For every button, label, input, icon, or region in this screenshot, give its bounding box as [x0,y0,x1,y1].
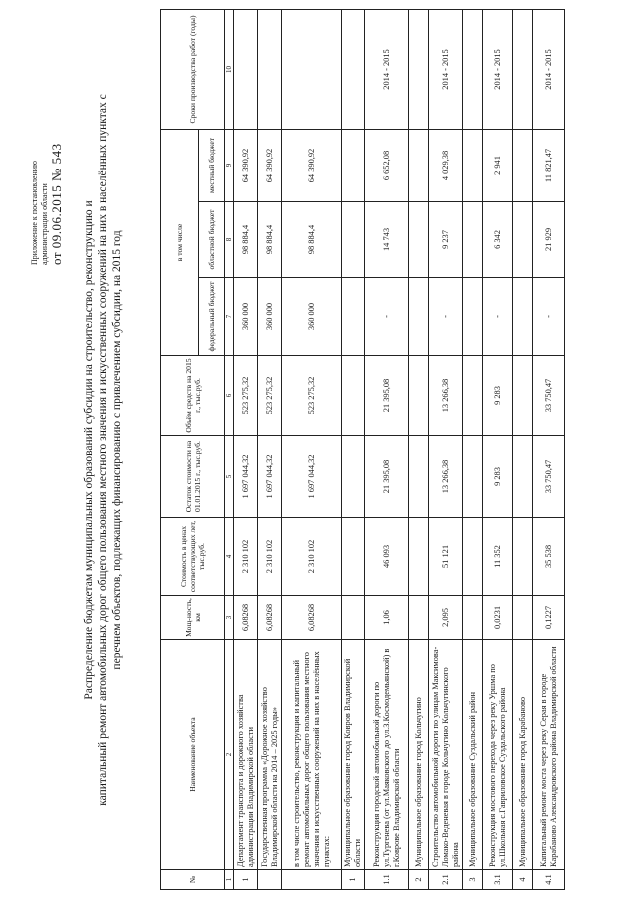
cell-remainder [513,436,533,518]
cell-federal: - [533,278,565,356]
colnum: 9 [225,129,234,201]
cell-no [282,870,342,890]
cell-volume: 33 750,47 [533,356,565,436]
cell-cost [463,518,483,596]
cell-cost: 2 310 102 [258,518,282,596]
cell-remainder: 9 283 [483,436,513,518]
cell-local [513,129,533,201]
cell-federal [409,278,429,356]
cell-name: Муниципальное образование город Кольчугино [409,640,429,870]
cell-remainder: 1 697 044,32 [234,436,258,518]
table-row [409,9,429,889]
cell-federal: 360 000 [282,278,342,356]
cell-cost [513,518,533,596]
cell-no: 3 [463,870,483,890]
header-volume: Объём средств на 2015 г., тыс.руб. [161,356,225,436]
cell-no: 4 [513,870,533,890]
cell-regional: 6 342 [483,202,513,278]
cell-terms [234,9,258,129]
cell-cost: 35 538 [533,518,565,596]
cell-local [463,129,483,201]
cell-regional: 21 929 [533,202,565,278]
cell-name: Реконструкция мостового перехода через реку Уршма по ул.Школьная с.Гавриловское Суздальского района [483,640,513,870]
cell-power: 1,06 [365,596,409,640]
cell-local [342,129,365,201]
document-title [82,35,124,865]
cell-regional [409,202,429,278]
table-row [365,9,409,889]
cell-terms [258,9,282,129]
cell-terms [513,9,533,129]
table-row [234,9,258,889]
cell-remainder: 33 750,47 [533,436,565,518]
table-row [258,9,282,889]
cell-power: 0,0231 [483,596,513,640]
header-remainder: Остаток стоимости на 01.01.2015 г., тыс.руб. [161,436,225,518]
colnum: 4 [225,518,234,596]
cell-local: 64 390,92 [258,129,282,201]
cell-regional: 98 884,4 [234,202,258,278]
cell-power: 6,08268 [282,596,342,640]
header-cost: Стоимость в ценах соответствующих лет, тыс.руб. [161,518,225,596]
colnum: 3 [225,596,234,640]
cell-volume [463,356,483,436]
cell-no: 1 [342,870,365,890]
table-row [342,9,365,889]
cell-cost: 46 093 [365,518,409,596]
cell-terms: 2014 - 2015 [483,9,513,129]
cell-regional: 9 237 [429,202,463,278]
cell-power [463,596,483,640]
cell-volume [513,356,533,436]
cell-remainder [342,436,365,518]
cell-volume: 523 275,32 [282,356,342,436]
cell-federal: 360 000 [234,278,258,356]
cell-local [409,129,429,201]
cell-cost [409,518,429,596]
table-row [463,9,483,889]
colnum: 6 [225,356,234,436]
cell-name: Департамент транспорта и дорожного хозяйства администрации Владимирской области [234,640,258,870]
colnum: 10 [225,9,234,129]
cell-volume: 9 283 [483,356,513,436]
title-line-3: перечнем объектов, подлежащих финансированию с привлечением субсидии, на 2015 год [111,230,123,670]
order-number: от 09.06.2015 № 543 [49,143,64,265]
cell-cost: 51 121 [429,518,463,596]
cell-regional [513,202,533,278]
cell-terms [282,9,342,129]
cell-name: Муниципальное образование город Ковров Владимирской области [342,640,365,870]
cell-terms [463,9,483,129]
header-no: № [161,870,225,890]
appendix-line-1: Приложение к постановлению [30,160,39,265]
cell-name: Государственная программа «Дорожное хозяйство Владимирской области на 2014 – 2025 годы» [258,640,282,870]
cell-name: Капитальный ремонт моста через реку Серая в городе Карабаново Александровского района Владимирской области [533,640,565,870]
table-row [282,9,342,889]
cell-local: 6 652,08 [365,129,409,201]
cell-federal: - [365,278,409,356]
cell-regional: 14 743 [365,202,409,278]
cell-cost: 11 352 [483,518,513,596]
cell-local: 11 821,47 [533,129,565,201]
cell-volume: 523 275,32 [258,356,282,436]
subsidy-table [160,9,565,890]
cell-volume [342,356,365,436]
cell-local: 4 029,38 [429,129,463,201]
cell-federal: - [483,278,513,356]
cell-regional [342,202,365,278]
cell-remainder [463,436,483,518]
cell-power: 0,1227 [533,596,565,640]
cell-no [258,870,282,890]
cell-name: Реконструкция городской автомобильной дороги по ул.Тургенева (от ул.Маяковского до ул.З.Космодемьянской) в г.Коврове Владимирской области [365,640,409,870]
cell-power [513,596,533,640]
table-row [429,9,463,889]
cell-power: 6,08268 [258,596,282,640]
cell-name: Муниципальное образование Суздальский район [463,640,483,870]
cell-no: 1 [234,870,258,890]
cell-regional: 98 884,4 [282,202,342,278]
cell-volume: 523 275,32 [234,356,258,436]
cell-federal [342,278,365,356]
appendix-line-2: администрации области [40,183,49,265]
colnum: 2 [225,640,234,870]
cell-cost: 2 310 102 [282,518,342,596]
table-row [533,9,565,889]
cell-federal: 360 000 [258,278,282,356]
cell-power: 6,08268 [234,596,258,640]
cell-no: 4.1 [533,870,565,890]
cell-name: Муниципальное образование город Карабаново [513,640,533,870]
title-line-2: капитальный ремонт автомобильных дорог общего пользования местного значения и искусственных сооружений на них в населённых пунктах с [97,94,109,806]
table-row [483,9,513,889]
cell-regional [463,202,483,278]
cell-terms [409,9,429,129]
header-regional: областной бюджет [199,202,225,278]
header-including: в том числе [161,129,199,355]
header-terms: Сроки производства работ (годы) [161,9,225,129]
appendix-note [30,15,62,265]
cell-cost [342,518,365,596]
cell-federal [463,278,483,356]
table-body [234,9,565,889]
cell-remainder: 13 266,38 [429,436,463,518]
cell-terms: 2014 - 2015 [365,9,409,129]
cell-remainder: 1 697 044,32 [258,436,282,518]
cell-no: 2.1 [429,870,463,890]
header-name: Наименование объекта [161,640,225,870]
cell-volume [409,356,429,436]
cell-power [409,596,429,640]
cell-name: Строительство автомобильной дороги по улицам Максимова-Ломако-Веденевая в городе Кольчугино Кольчугинского района [429,640,463,870]
cell-name: в том числе строительство, реконструкция и капитальный ремонт автомобильных дорог общего пользования местного значения и искусственных сооружений на них в населённых пунктах: [282,640,342,870]
cell-terms: 2014 - 2015 [533,9,565,129]
cell-terms: 2014 - 2015 [429,9,463,129]
header-power: Мощ-ность, км [161,596,225,640]
cell-power [342,596,365,640]
cell-power: 2,095 [429,596,463,640]
cell-volume: 21 395,08 [365,356,409,436]
cell-no: 2 [409,870,429,890]
colnum: 8 [225,202,234,278]
cell-federal [513,278,533,356]
cell-no: 3.1 [483,870,513,890]
colnum: 1 [225,870,234,890]
header-federal: федеральный бюджет [199,278,225,356]
cell-remainder [409,436,429,518]
cell-regional: 98 884,4 [258,202,282,278]
cell-remainder: 1 697 044,32 [282,436,342,518]
cell-local: 64 390,92 [282,129,342,201]
cell-federal: - [429,278,463,356]
cell-local: 2 941 [483,129,513,201]
cell-terms [342,9,365,129]
cell-remainder: 21 395,08 [365,436,409,518]
cell-no: 1.1 [365,870,409,890]
header-local: местный бюджет [199,129,225,201]
table-row [513,9,533,889]
cell-cost: 2 310 102 [234,518,258,596]
colnum: 7 [225,278,234,356]
colnum: 5 [225,436,234,518]
cell-volume: 13 266,38 [429,356,463,436]
cell-local: 64 390,92 [234,129,258,201]
title-line-1: Распределение бюджетам муниципальных образований субсидии на строительство, реконструкцию и [83,200,95,700]
